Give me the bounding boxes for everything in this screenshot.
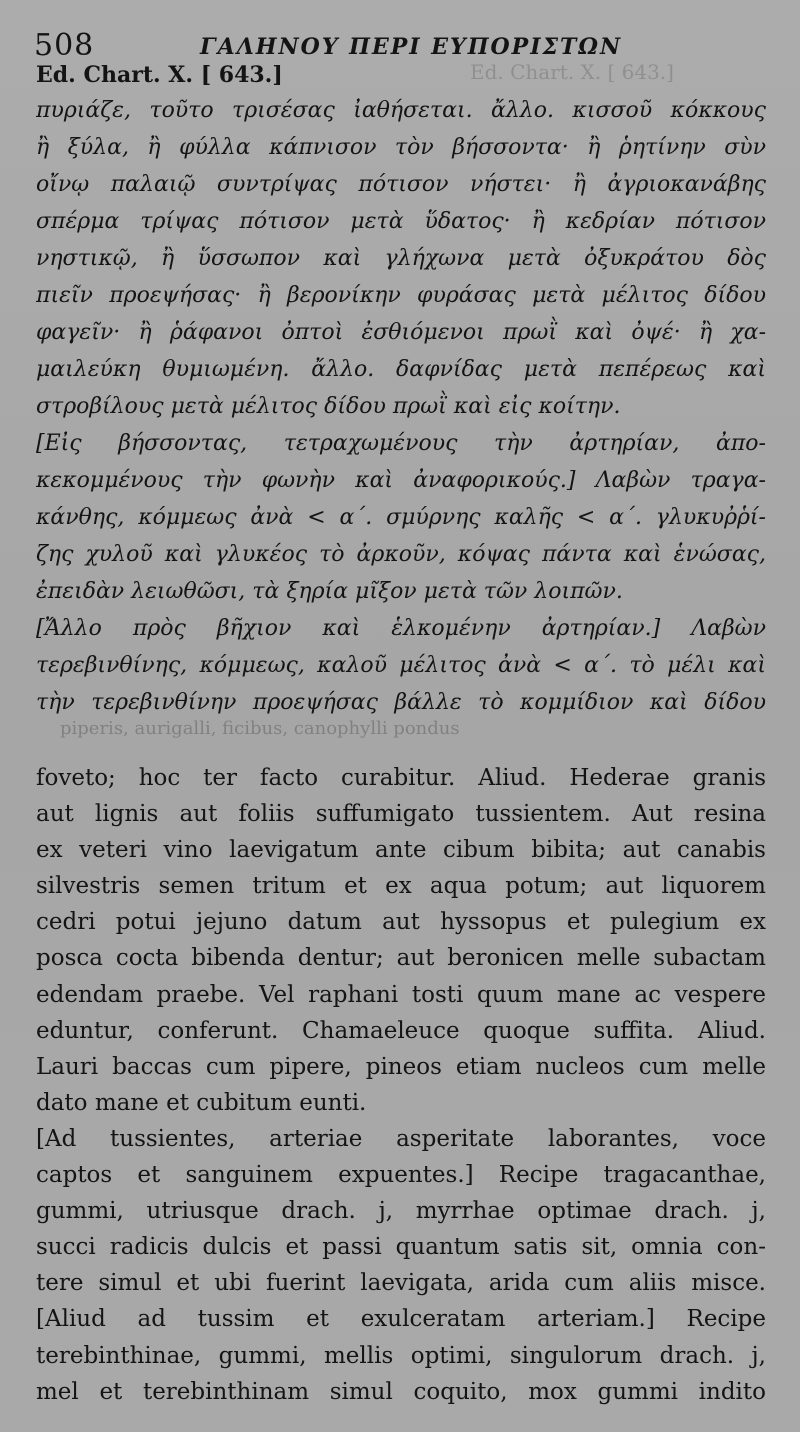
- latin-line: mel et terebinthinam simul coquito, mox gummi indito: [36, 1378, 766, 1405]
- latin-line: [Ad tussientes, arteriae asperitate laborantes, voce: [36, 1125, 766, 1152]
- greek-line: [Ἄλλο πρὸς βῆχιον καὶ ἑλκομένην ἀρτηρίαν.] Λαβὼν: [36, 616, 766, 641]
- greek-line: πυριάζε, τοῦτο τρισέσας ἰαθήσεται. ἄλλο. κισσοῦ κόκκους: [36, 98, 766, 123]
- greek-line: οἴνῳ παλαιῷ συντρίψας πότισον νήστει· ἢ ἀγριοκανάβης: [36, 172, 766, 197]
- latin-line: eduntur, conferunt. Chamaeleuce quoque suffita. Aliud.: [36, 1017, 766, 1044]
- greek-line: κεκομμένους τὴν φωνὴν καὶ ἀναφορικούς.] Λαβὼν τραγα-: [36, 468, 766, 493]
- greek-line: ζης χυλοῦ καὶ γλυκέος τὸ ἀρκοῦν, κόψας πάντα καὶ ἑνώσας,: [36, 542, 766, 567]
- greek-line: τερεβινθίνης, κόμμεως, καλοῦ μέλιτος ἀνὰ < α΄. τὸ μέλι καὶ: [36, 653, 766, 678]
- greek-line: στροβίλους μετὰ μέλιτος δίδου πρωῒ καὶ εἰς κοίτην.: [36, 394, 621, 419]
- latin-line: terebinthinae, gummi, mellis optimi, singulorum drach. j,: [36, 1342, 766, 1369]
- greek-text-block: [36, 92, 766, 721]
- greek-line: πιεῖν προεψήσας· ἢ βερονίκην φυράσας μετὰ μέλιτος δίδου: [36, 283, 766, 308]
- latin-line: edendam praebe. Vel raphani tosti quum mane ac vespere: [36, 981, 766, 1008]
- latin-line: cedri potui jejuno datum aut hyssopus et pulegium ex: [36, 909, 766, 936]
- greek-line: ἢ ξύλα, ἢ φύλλα κάπνισον τὸν βήσσοντα· ἢ ῥητίνην σὺν: [36, 135, 766, 160]
- page-number: 508: [34, 28, 95, 63]
- bleed-through-text: piperis, aurigalli, ficibus, canophylli pondus: [60, 718, 460, 739]
- greek-line: φαγεῖν· ἢ ῥάφανοι ὀπτοὶ ἐσθιόμενοι πρωῒ καὶ ὀψέ· ἢ χα-: [36, 320, 766, 345]
- greek-line: μαιλεύκη θυμιωμένη. ἄλλο. δαφνίδας μετὰ πεπέρεως καὶ: [36, 357, 766, 382]
- latin-line: succi radicis dulcis et passi quantum satis sit, omnia con-: [36, 1234, 766, 1261]
- bleed-through-text: Ed. Chart. X. [ 643.]: [470, 60, 674, 84]
- greek-line: τὴν τερεβινθίνην προεψήσας βάλλε τὸ κομμίδιον καὶ δίδου: [36, 690, 766, 715]
- greek-line: [Εἰς βήσσοντας, τετραχωμένους τὴν ἀρτηρίαν, ἀπο-: [36, 431, 766, 456]
- latin-line: Lauri baccas cum pipere, pineos etiam nucleos cum melle: [36, 1053, 766, 1080]
- latin-line: posca cocta bibenda dentur; aut beronicen melle subactam: [36, 945, 766, 972]
- greek-line: ἐπειδὰν λειωθῶσι, τὰ ξηρία μῖξον μετὰ τῶν λοιπῶν.: [36, 579, 623, 604]
- latin-text-block: [36, 760, 766, 1410]
- greek-line: σπέρμα τρίψας πότισον μετὰ ὕδατος· ἢ κεδρίαν πότισον: [36, 209, 766, 234]
- latin-line: [Aliud ad tussim et exulceratam arteriam.] Recipe: [36, 1306, 766, 1333]
- latin-line: foveto; hoc ter facto curabitur. Aliud. Hederae granis: [36, 765, 766, 791]
- greek-line: νηστικῷ, ἢ ὕσσωπον καὶ γλήχωνα μετὰ ὀξυκράτου δὸς: [36, 246, 766, 271]
- latin-line: ex veteri vino laevigatum ante cibum bibita; aut canabis: [36, 837, 766, 864]
- latin-line: dato mane et cubitum eunti.: [36, 1089, 367, 1116]
- latin-line: aut lignis aut foliis suffumigato tussientem. Aut resina: [36, 801, 766, 828]
- latin-line: silvestris semen tritum et ex aqua potum; aut liquorem: [36, 873, 766, 900]
- latin-line: captos et sanguinem expuentes.] Recipe tragacanthae,: [36, 1162, 766, 1189]
- running-title: ΓΑΛΗΝΟΥ ΠΕΡΙ ΕΥΠΟΡΙΣΤΩΝ: [200, 34, 623, 60]
- latin-line: tere simul et ubi fuerint laevigata, arida cum aliis misce.: [36, 1270, 766, 1297]
- page-header: [0, 26, 800, 66]
- edition-reference: Ed. Chart. X. [ 643.]: [36, 62, 283, 88]
- greek-line: κάνθης, κόμμεως ἀνὰ < α΄. σμύρνης καλῆς < α΄. γλυκυῤῥί-: [36, 505, 766, 530]
- latin-line: gummi, utriusque drach. j, myrrhae optimae drach. j,: [36, 1198, 766, 1225]
